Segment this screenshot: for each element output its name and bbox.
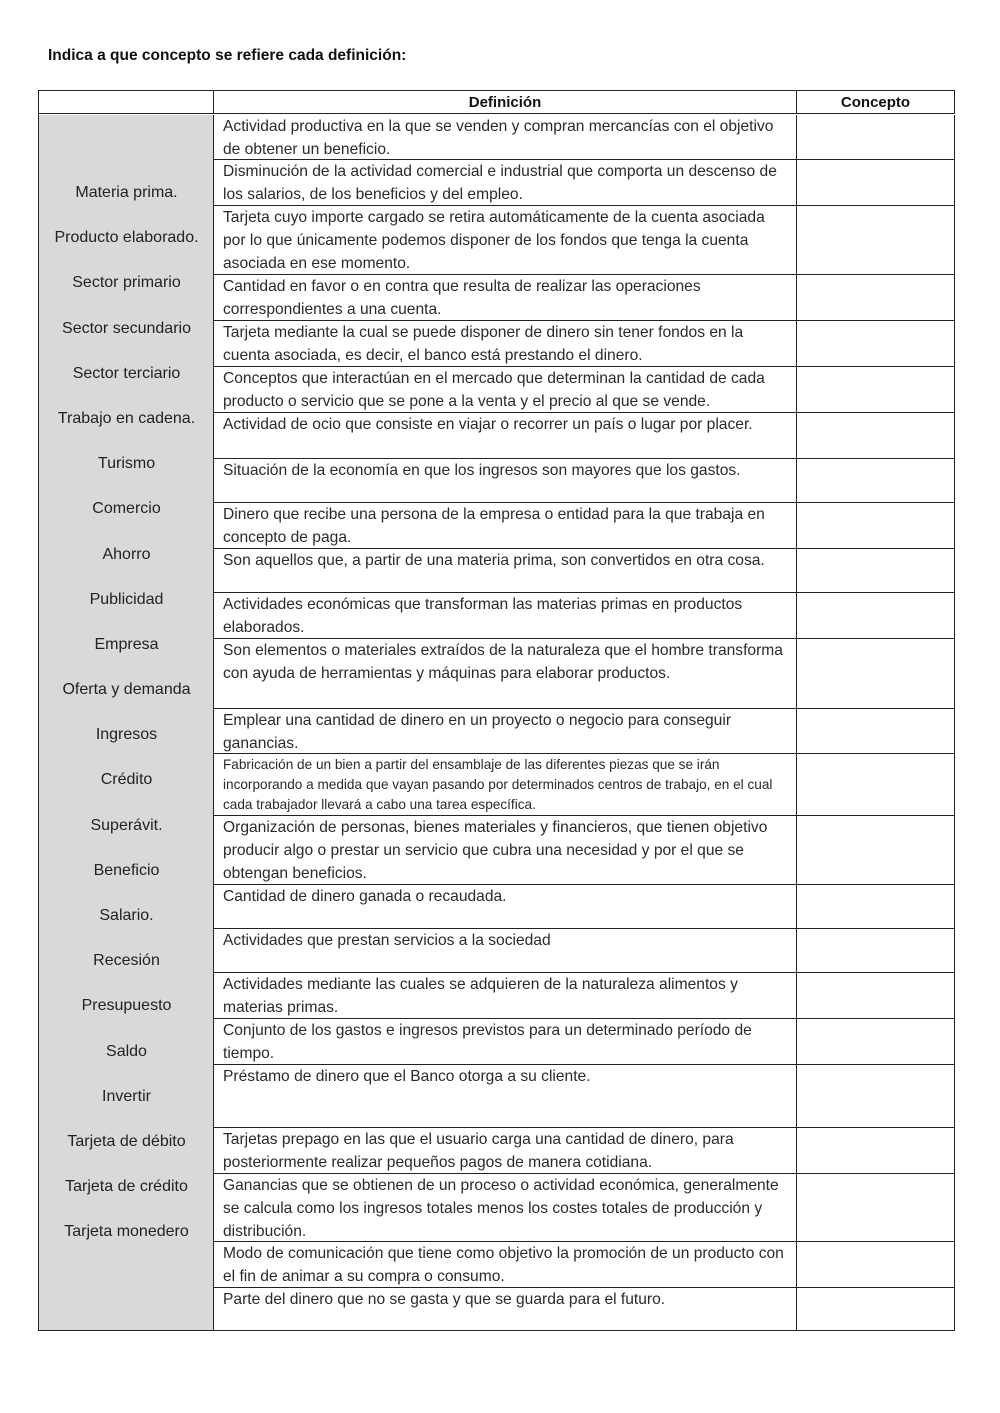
- definition-cell: Actividades mediante las cuales se adquieren de la naturaleza alimentos y materias primas.: [214, 973, 797, 1019]
- header-definition: Definición: [214, 91, 797, 114]
- concept-word: Tarjeta de débito: [67, 1132, 186, 1150]
- worksheet-title: Indica a que concepto se refiere cada definición:: [48, 47, 407, 64]
- table-row: [214, 929, 955, 973]
- definition-cell: Parte del dinero que no se gasta y que se guarda para el futuro.: [214, 1288, 797, 1331]
- definition-cell: Fabricación de un bien a partir del ensamblaje de las diferentes piezas que se irán incorporando a medida que vayan pasando por determinados centros de trabajo, en el cual cada trabajador llevará a cabo una tarea específica.: [214, 754, 797, 816]
- definition-cell: Actividad de ocio que consiste en viajar o recorrer un país o lugar por placer.: [214, 413, 797, 459]
- matching-table: [38, 90, 955, 1331]
- table-row: [214, 367, 955, 413]
- concept-answer-cell[interactable]: [797, 639, 955, 709]
- table-row: [214, 503, 955, 549]
- table-row: [214, 639, 955, 709]
- concept-word: Recesión: [93, 952, 160, 970]
- definition-cell: Ganancias que se obtienen de un proceso o actividad económica, generalmente se calcula como los ingresos totales menos los costes totales de producción y distribución.: [214, 1174, 797, 1242]
- concept-answer-cell[interactable]: [797, 754, 955, 816]
- definition-cell: Cantidad en favor o en contra que resulta de realizar las operaciones correspondientes a una cuenta.: [214, 275, 797, 321]
- table-row: [214, 709, 955, 754]
- definition-cell: Actividad productiva en la que se venden y compran mercancías con el objetivo de obtener un beneficio.: [214, 115, 797, 160]
- concept-answer-cell[interactable]: [797, 709, 955, 754]
- concept-answer-cell[interactable]: [797, 1128, 955, 1174]
- table-row: [214, 206, 955, 275]
- definition-cell: Situación de la economía en que los ingresos son mayores que los gastos.: [214, 459, 797, 503]
- concept-word: Crédito: [100, 771, 153, 789]
- table-row: [214, 413, 955, 459]
- table-row: [214, 1242, 955, 1288]
- concept-answer-cell[interactable]: [797, 973, 955, 1019]
- concept-word: Tarjeta monedero: [64, 1223, 189, 1241]
- definition-cell: Organización de personas, bienes materiales y financieros, que tienen objetivo producir algo o prestar un servicio que cubra una necesidad y por el que se obtengan beneficios.: [214, 816, 797, 885]
- table-row: [214, 275, 955, 321]
- table-row: [214, 973, 955, 1019]
- definition-cell: Tarjetas prepago en las que el usuario carga una cantidad de dinero, para posteriormente realizar pequeños pagos de manera cotidiana.: [214, 1128, 797, 1174]
- concept-answer-cell[interactable]: [797, 885, 955, 929]
- concept-answer-cell[interactable]: [797, 459, 955, 503]
- concept-answer-cell[interactable]: [797, 816, 955, 885]
- concept-word: Ahorro: [102, 545, 151, 563]
- concept-word: Comercio: [92, 500, 161, 518]
- concept-word: Producto elaborado.: [54, 229, 199, 247]
- concept-answer-cell[interactable]: [797, 1174, 955, 1242]
- concept-answer-cell[interactable]: [797, 1288, 955, 1331]
- concept-word: Sector terciario: [72, 364, 181, 382]
- concept-answer-cell[interactable]: [797, 413, 955, 459]
- concept-word: Oferta y demanda: [62, 681, 191, 699]
- concept-answer-cell[interactable]: [797, 1065, 955, 1128]
- table-header-row: [39, 91, 955, 115]
- definition-cell: Tarjeta mediante la cual se puede disponer de dinero sin tener fondos en la cuenta asociada, es decir, el banco está prestando el dinero.: [214, 321, 797, 367]
- table-row: [214, 549, 955, 593]
- concept-answer-cell[interactable]: [797, 367, 955, 413]
- table-row: [214, 1128, 955, 1174]
- concept-answer-cell[interactable]: [797, 549, 955, 593]
- table-row: [214, 593, 955, 639]
- concept-answer-cell[interactable]: [797, 593, 955, 639]
- definition-cell: Conceptos que interactúan en el mercado que determinan la cantidad de cada producto o servicio que se pone a la venta y el precio al que se vende.: [214, 367, 797, 413]
- concept-word: Sector primario: [72, 274, 181, 292]
- concept-answer-cell[interactable]: [797, 275, 955, 321]
- definition-cell: Disminución de la actividad comercial e industrial que comporta un descenso de los salarios, de los beneficios y del empleo.: [214, 160, 797, 206]
- concept-word: Superávit.: [90, 816, 163, 834]
- concept-word: Empresa: [94, 635, 159, 653]
- header-blank-cell: [39, 91, 214, 114]
- table-row: [214, 321, 955, 367]
- concept-answer-cell[interactable]: [797, 115, 955, 160]
- concept-word-bank: [39, 115, 214, 1331]
- concept-word: Trabajo en cadena.: [57, 409, 196, 427]
- table-row: [214, 160, 955, 206]
- concept-answer-cell[interactable]: [797, 1019, 955, 1065]
- concept-word: Materia prima.: [75, 184, 178, 201]
- definition-cell: Son elementos o materiales extraídos de la naturaleza que el hombre transforma con ayuda de herramientas y máquinas para elaborar productos.: [214, 639, 797, 709]
- definition-cell: Modo de comunicación que tiene como objetivo la promoción de un producto con el fin de animar a su compra o consumo.: [214, 1242, 797, 1288]
- definition-cell: Tarjeta cuyo importe cargado se retira automáticamente de la cuenta asociada por lo que únicamente podemos disponer de los fondos que tenga la cuenta asociada en ese momento.: [214, 206, 797, 275]
- concept-word: Publicidad: [89, 590, 164, 608]
- concept-word: Saldo: [106, 1042, 147, 1060]
- table-row: [214, 754, 955, 816]
- table-row: [214, 816, 955, 885]
- concept-word: Salario.: [99, 907, 154, 924]
- definition-cell: Actividades económicas que transforman las materias primas en productos elaborados.: [214, 593, 797, 639]
- concept-word: Turismo: [97, 455, 156, 473]
- header-concept: Concepto: [797, 91, 955, 114]
- table-row: [214, 459, 955, 503]
- definition-cell: Son aquellos que, a partir de una materia prima, son convertidos en otra cosa.: [214, 549, 797, 593]
- concept-word-list: [39, 182, 214, 1267]
- concept-word: Beneficio: [93, 861, 160, 879]
- concept-answer-cell[interactable]: [797, 1242, 955, 1288]
- concept-word: Presupuesto: [81, 997, 172, 1015]
- definition-cell: Actividades que prestan servicios a la sociedad: [214, 929, 797, 973]
- table-row: [214, 1174, 955, 1242]
- definition-cell: Préstamo de dinero que el Banco otorga a su cliente.: [214, 1065, 797, 1128]
- concept-answer-cell[interactable]: [797, 503, 955, 549]
- table-row: [214, 115, 955, 160]
- concept-word: Ingresos: [95, 726, 158, 744]
- concept-word: Sector secundario: [62, 319, 191, 337]
- definition-cell: Conjunto de los gastos e ingresos previstos para un determinado período de tiempo.: [214, 1019, 797, 1065]
- concept-answer-cell[interactable]: [797, 929, 955, 973]
- concept-word: Invertir: [102, 1087, 151, 1105]
- concept-answer-cell[interactable]: [797, 206, 955, 275]
- table-row: [214, 1288, 955, 1331]
- table-row: [214, 885, 955, 929]
- definition-cell: Cantidad de dinero ganada o recaudada.: [214, 885, 797, 929]
- concept-answer-cell[interactable]: [797, 160, 955, 206]
- definition-cell: Dinero que recibe una persona de la empresa o entidad para la que trabaja en concepto de paga.: [214, 503, 797, 549]
- concept-answer-cell[interactable]: [797, 321, 955, 367]
- definition-cell: Emplear una cantidad de dinero en un proyecto o negocio para conseguir ganancias.: [214, 709, 797, 754]
- table-row: [214, 1065, 955, 1128]
- concept-word: Tarjeta de crédito: [65, 1178, 188, 1196]
- table-row: [214, 1019, 955, 1065]
